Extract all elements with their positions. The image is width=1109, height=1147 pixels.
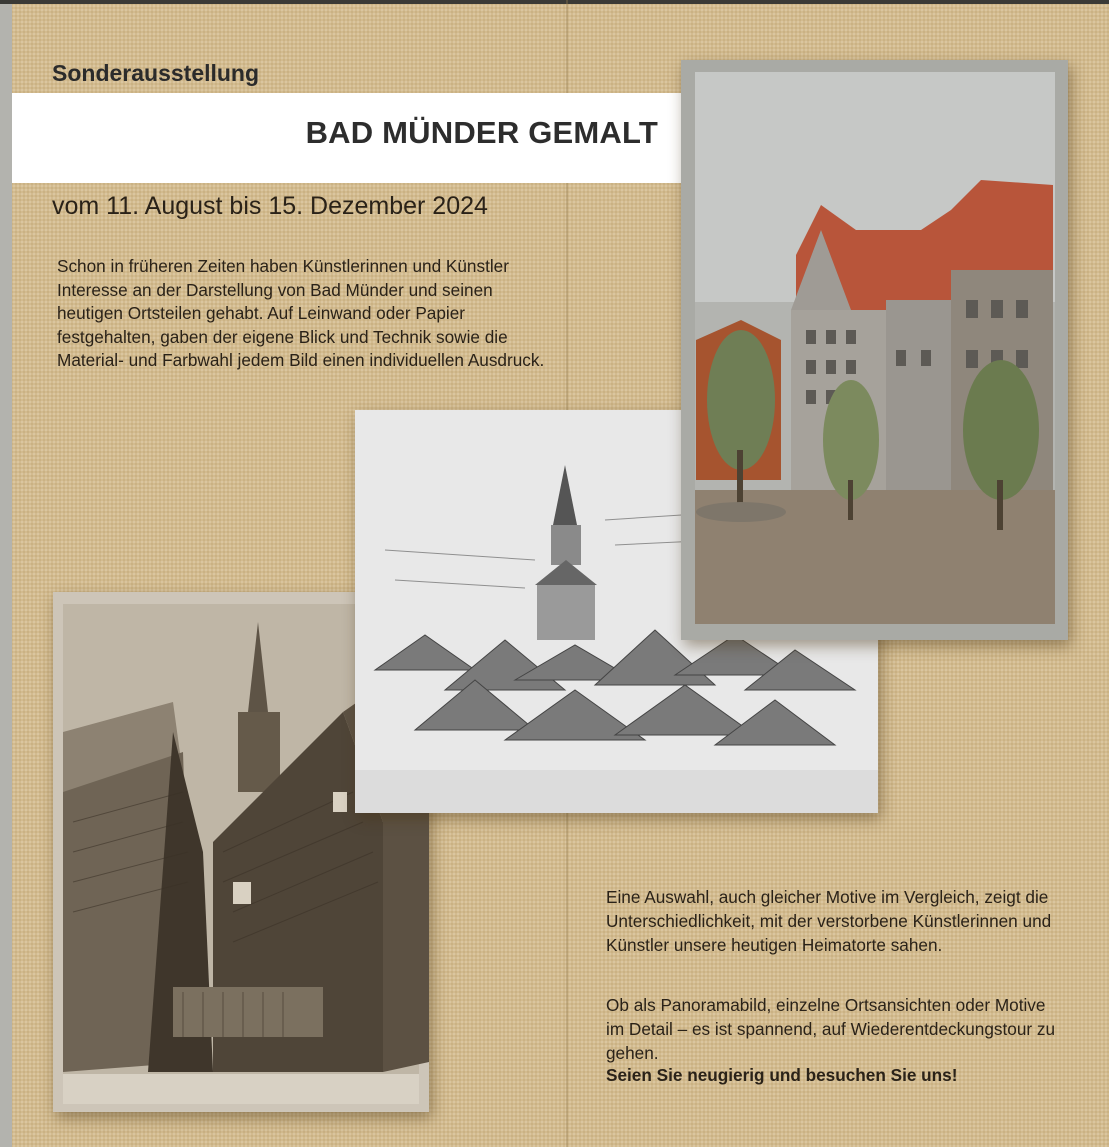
exhibition-title: BAD MÜNDER GEMALT (305, 115, 658, 150)
intro-paragraph: Schon in früheren Zeiten haben Künstlerinnen und Künstler Interesse an der Darstellung von Bad Münder und seinen heutigen Ortsteilen gehabt. Auf Leinwand oder Papier festgehalten, gaben der eigene Blick und Technik sowie die Material- und Farbwahl jedem Bild einen individuellen Ausdruck. (57, 256, 545, 371)
body-paragraph-2: Ob als Panoramabild, einzelne Ortsansichten oder Motive im Detail – es ist spannend, auf Wiederentdeckungstour zu gehen. (606, 995, 1056, 1063)
exhibition-kicker: Sonderausstellung (52, 60, 260, 86)
exhibition-dates: vom 11. August bis 15. Dezember 2024 (52, 192, 488, 220)
page-fold-top (0, 0, 1109, 4)
closing-line: Seien Sie neugierig und besuchen Sie uns! (606, 1065, 958, 1085)
body-paragraph-1: Eine Auswahl, auch gleicher Motive im Vergleich, zeigt die Unterschiedlichkeit, mit der verstorbene Künstlerinnen und Künstler unsere heutigen Heimatorte sahen. (606, 887, 1052, 955)
title-band (12, 93, 684, 183)
watercolor-painting-icon (681, 60, 1068, 640)
watercolor-image (681, 60, 1068, 640)
page-fold-left (0, 0, 12, 1147)
